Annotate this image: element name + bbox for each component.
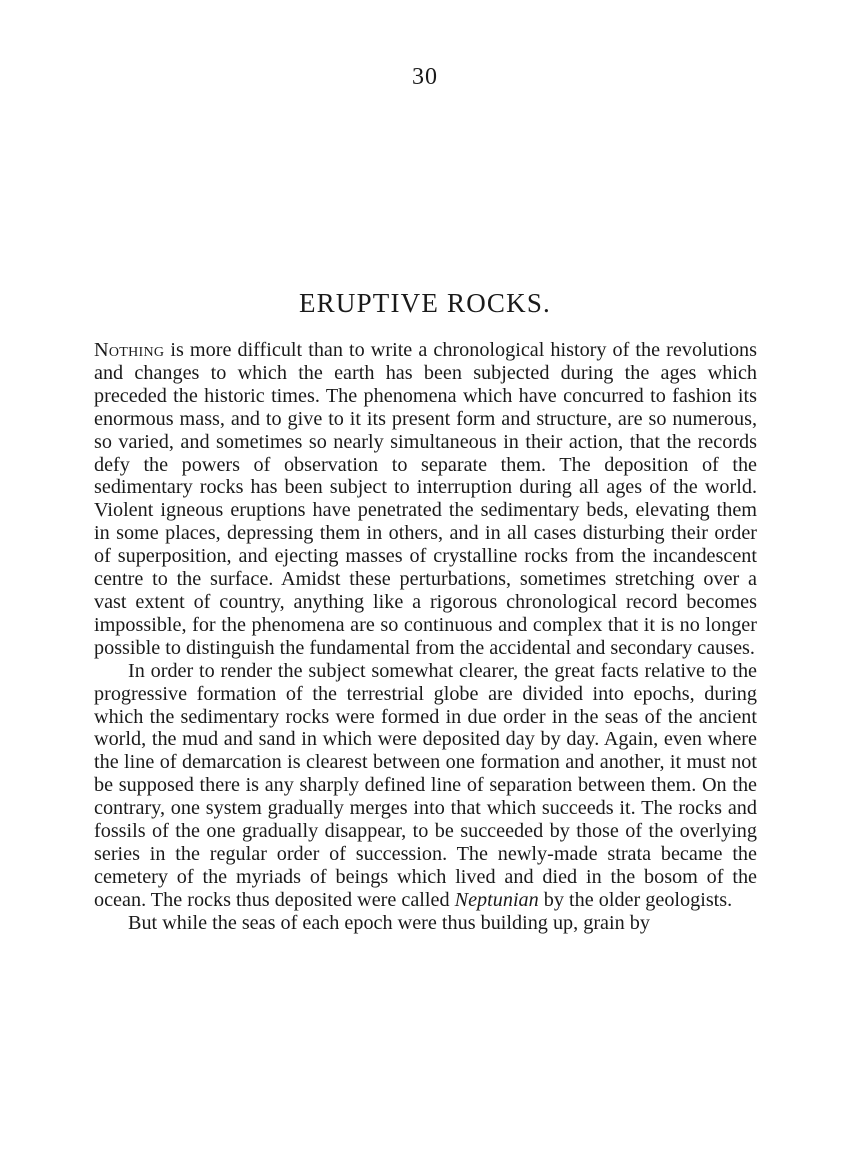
paragraph-2-text-before: In order to render the subject somewhat clearer, the great facts relative to the progressive formation of the terrestrial globe are divided into epochs, during which the sedimentary rocks were formed in due order in the seas of the ancient world, the mud and sand in which were deposited day by day. Again, even where the line of demarcation is clearest between one formation and another, it must not be supposed there is any sharply defined line of separation between them. On the contrary, one system gradually merges into that which succeeds it. The rocks and fossils of the one gradually disappear, to be succeeded by those of the overlying series in the regular order of succession. The newly-made strata became the cemetery of the myriads of beings which lived and died in the bosom of the ocean. The rocks thus deposited were called bbox=[94, 659, 757, 911]
page-number: 30 bbox=[412, 64, 438, 90]
paragraph-3-text: But while the seas of each epoch were thus building up, grain by bbox=[128, 911, 650, 934]
paragraph-1-text: is more difficult than to write a chronological history of the revolutions and changes to which the earth has been subjected during the ages which preceded the historic times. The phenomena which have concurred to fashion its enormous mass, and to give to it its present form and structure, are so numerous, so varied, and sometimes so nearly simultaneous in their action, that the records defy the powers of observation to separate them. The deposition of the sedimentary rocks has been subject to interruption during all ages of the world. Violent igneous eruptions have penetrated the sedimentary beds, elevating them in some places, depressing them in others, and in all cases disturbing their order of superposition, and ejecting masses of crystalline rocks from the incandescent centre to the surface. Amidst these perturbations, sometimes stretching over a vast extent of country, anything like a rigorous chronological record becomes impossible, for the phenomena are so continuous and complex that it is no longer possible to distinguish the fundamental from the accidental and secondary causes. bbox=[94, 339, 757, 659]
chapter-title: ERUPTIVE ROCKS. bbox=[298, 288, 552, 318]
paragraph-2-text-after: by the older geologists. bbox=[538, 888, 733, 911]
paragraph-1 bbox=[94, 339, 757, 660]
paragraph-3 bbox=[94, 912, 757, 935]
paragraph-2 bbox=[94, 660, 757, 912]
paragraph-lead-word: Nothing bbox=[94, 339, 165, 361]
neptunian-term: Neptunian bbox=[454, 888, 539, 911]
body-text bbox=[94, 339, 757, 935]
